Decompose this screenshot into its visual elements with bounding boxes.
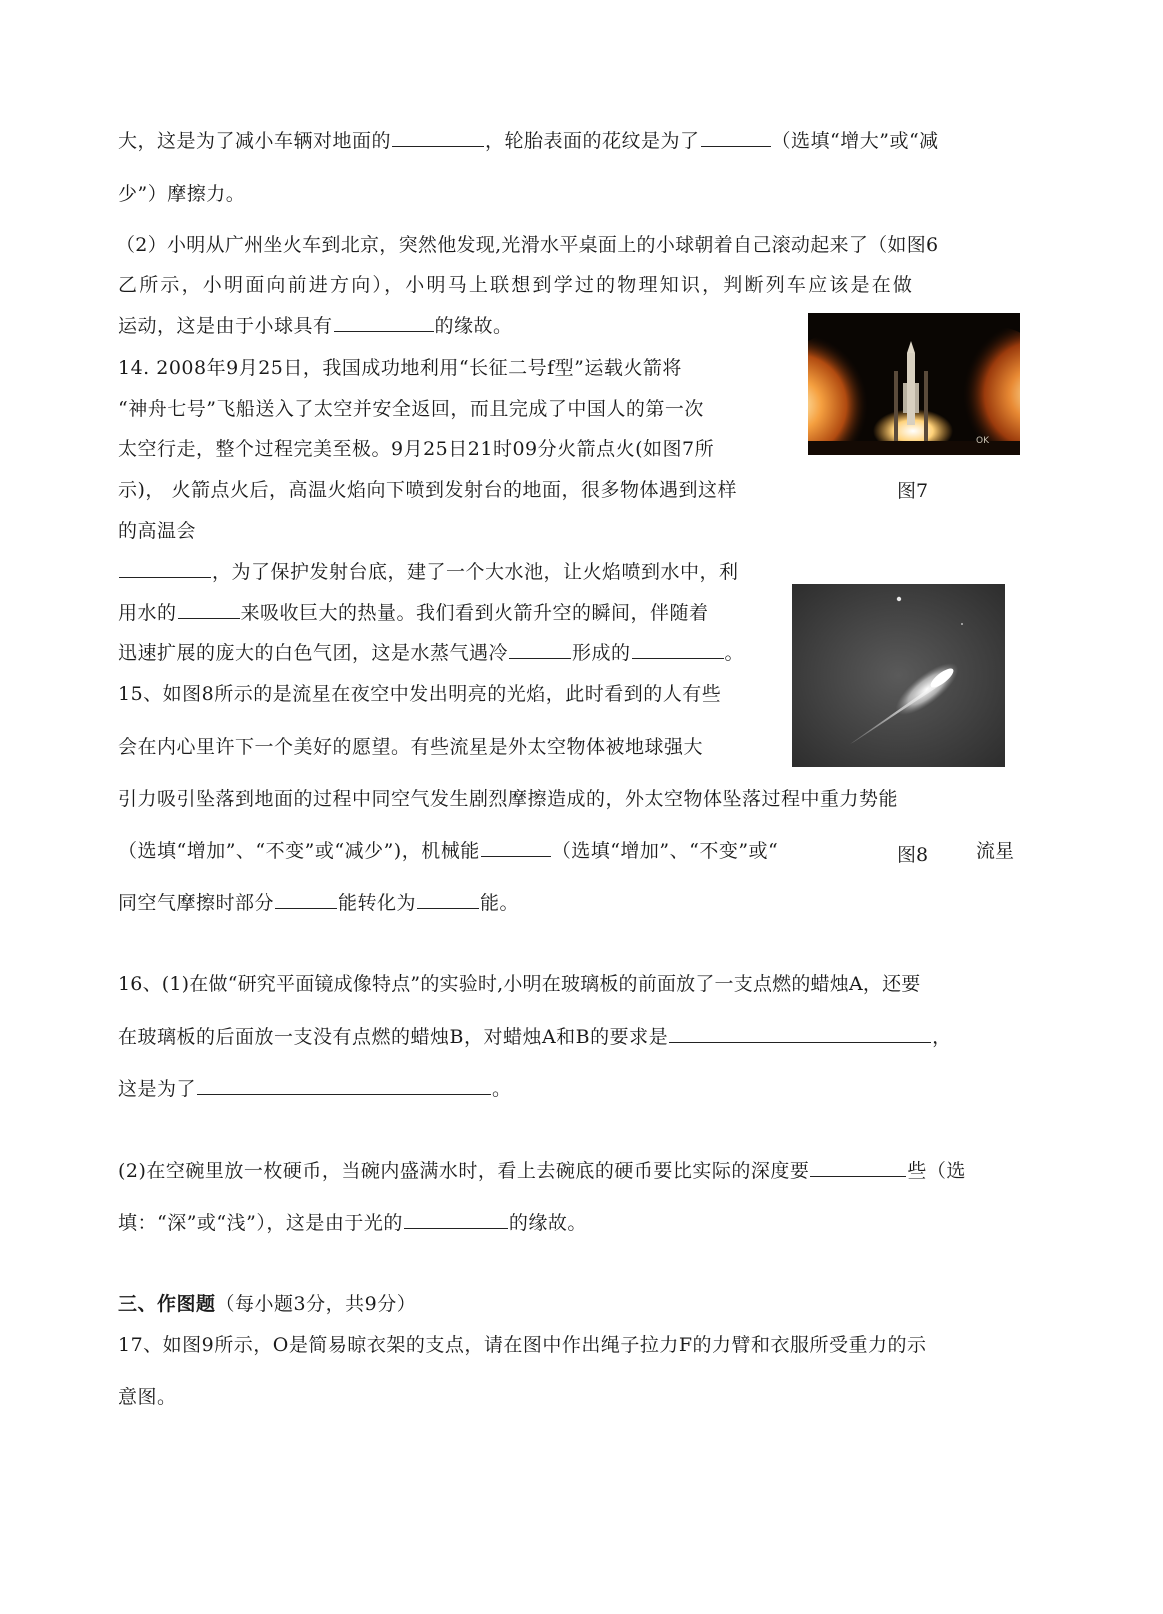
- text: ，轮胎表面的花纹是为了: [485, 130, 700, 152]
- text: 能转化为: [338, 892, 417, 914]
- answer-blank[interactable]: [509, 640, 571, 659]
- text-line: [118, 128, 939, 154]
- answer-blank[interactable]: [119, 559, 211, 578]
- text-line: [118, 181, 245, 207]
- figure-7-caption: 图7: [897, 480, 929, 502]
- text-line: [118, 313, 513, 339]
- question-14-start: 14. 2008年9月25日，我国成功地利用“长征二号f型”运载火箭将: [118, 357, 682, 379]
- text-line: [118, 1158, 966, 1184]
- answer-blank[interactable]: [481, 838, 551, 857]
- text: 大，这是为了减小车辆对地面的: [118, 130, 392, 152]
- text: 来吸收巨大的热量。我们看到火箭升空的瞬间，伴随着: [240, 602, 709, 624]
- text: 的高温会: [118, 520, 197, 542]
- text-line: [118, 890, 519, 916]
- text-line: [118, 971, 920, 997]
- text: （选填“增大”或“减: [771, 130, 939, 152]
- text-line: [118, 786, 898, 812]
- answer-blank[interactable]: [701, 128, 771, 147]
- section-heading: [118, 1291, 416, 1317]
- text: 。: [492, 1078, 512, 1100]
- text-line: [118, 396, 704, 422]
- answer-blank[interactable]: [404, 1210, 508, 1229]
- answer-blank[interactable]: [810, 1158, 906, 1177]
- text-line: [116, 232, 938, 258]
- text: 填：“深”或“浅”），这是由于光的: [118, 1212, 403, 1234]
- text-line: [118, 600, 709, 626]
- answer-blank[interactable]: [392, 128, 484, 147]
- text: ，: [932, 1026, 952, 1048]
- question-17-start: 17、如图9所示，O是简易晾衣架的支点，请在图中作出绳子拉力F的力臂和衣服所受重力的示: [118, 1334, 927, 1356]
- answer-blank[interactable]: [632, 640, 724, 659]
- text: 迅速扩展的庞大的白色气团，这是水蒸气遇冷: [118, 642, 509, 664]
- answer-blank[interactable]: [197, 1076, 491, 1095]
- text-line: [118, 1332, 927, 1358]
- text-line: [118, 477, 737, 503]
- text-line: [118, 559, 739, 585]
- text: 示)， 火箭点火后，高温火焰向下喷到发射台的地面，很多物体遇到这样: [118, 479, 737, 501]
- text: 形成的: [572, 642, 631, 664]
- text-line: [118, 436, 714, 462]
- text: 同空气摩擦时部分: [118, 892, 275, 914]
- text: 能。: [480, 892, 520, 914]
- text: 太空行走，整个过程完美至极。9月25日21时09分火箭点火(如图7所: [118, 438, 715, 460]
- text: ，为了保护发射台底，建了一个大水池，让火焰喷到水中，利: [212, 561, 739, 583]
- text: 意图。: [118, 1386, 177, 1408]
- answer-blank[interactable]: [417, 890, 479, 909]
- text-line: [118, 838, 778, 864]
- question-16-start: 16、(1)在做“研究平面镜成像特点”的实验时,小明在玻璃板的前面放了一支点燃的蜡烛A，还要: [118, 973, 921, 995]
- text: （选填“增加”、“不变”或“减少”)，机械能: [118, 840, 480, 862]
- text: 用水的: [118, 602, 177, 624]
- text-line: [118, 1384, 177, 1410]
- text: 流星: [976, 840, 1015, 862]
- text: （选填“增加”、“不变”或“: [551, 840, 779, 862]
- text: 少”）摩擦力。: [118, 183, 246, 205]
- text: 乙所示，小明面向前进方向），小明马上联想到学过的物理知识，判断列车应该是在做: [118, 274, 915, 296]
- text-line: [118, 518, 196, 544]
- text-line: [118, 272, 914, 298]
- svg-text:OK: OK: [976, 436, 989, 446]
- answer-blank[interactable]: [178, 600, 240, 619]
- text: 的缘故。: [508, 1212, 587, 1234]
- section-note: （每小题3分，共9分）: [215, 1293, 417, 1315]
- text-line: [118, 1210, 587, 1236]
- text: 这是为了: [118, 1078, 197, 1100]
- meteor-photo: [792, 584, 1005, 767]
- text-line: [118, 1076, 512, 1102]
- text: 的缘故。: [434, 315, 513, 337]
- rocket-launch-photo: [808, 313, 1020, 455]
- text: 会在内心里许下一个美好的愿望。有些流星是外太空物体被地球强大: [118, 736, 704, 758]
- text-line: [118, 734, 703, 760]
- question-15-start: 15、如图8所示的是流星在夜空中发出明亮的光焰，此时看到的人有些: [118, 683, 722, 705]
- text: (2)在空碗里放一枚硬币，当碗内盛满水时，看上去碗底的硬币要比实际的深度要: [118, 1160, 810, 1182]
- answer-blank[interactable]: [669, 1024, 931, 1043]
- text: “神舟七号”飞船送入了太空并安全返回，而且完成了中国人的第一次: [118, 398, 704, 420]
- text: 在玻璃板的后面放一支没有点燃的蜡烛B，对蜡烛A和B的要求是: [118, 1026, 669, 1048]
- figure-8-caption: 图8: [897, 844, 929, 866]
- text: 。: [724, 642, 745, 664]
- text: （2）小明从广州坐火车到北京，突然他发现,光滑水平桌面上的小球朝着自己滚动起来了（如图6: [116, 234, 939, 256]
- answer-blank[interactable]: [334, 313, 434, 332]
- text-line: [118, 681, 721, 707]
- text: 些（选: [907, 1160, 966, 1182]
- text-line: [118, 1024, 952, 1050]
- section-title: 三、作图题: [118, 1293, 216, 1315]
- text: 运动，这是由于小球具有: [118, 315, 333, 337]
- text-line: [118, 355, 682, 381]
- text: 引力吸引坠落到地面的过程中同空气发生剧烈摩擦造成的，外太空物体坠落过程中重力势能: [118, 788, 899, 810]
- text-line: [118, 640, 744, 666]
- answer-blank[interactable]: [275, 890, 337, 909]
